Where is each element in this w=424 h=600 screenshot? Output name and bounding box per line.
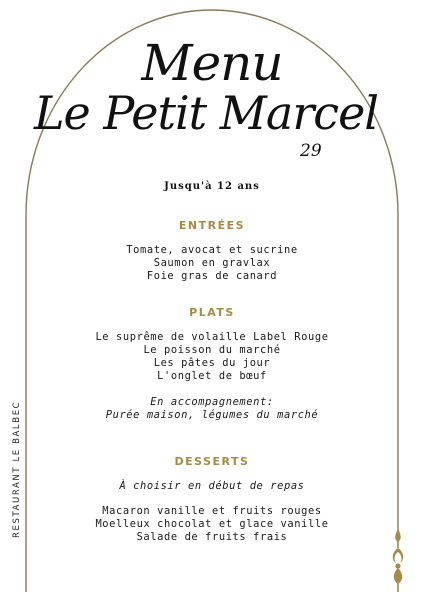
accompaniment-text: Purée maison, légumes du marché [105, 409, 319, 421]
accompaniment-label: En accompagnement: [150, 396, 274, 408]
menu-title: Menu [141, 34, 283, 92]
list-item: Le poisson du marché [143, 344, 281, 356]
list-item: Tomate, avocat et sucrine [126, 244, 298, 256]
menu-number: 29 [300, 141, 322, 161]
list-item: Moelleux chocolat et glace vanille [95, 518, 329, 530]
menu-subtitle-name: Le Petit Marcel [33, 86, 378, 140]
section-title-desserts: DESSERTS [174, 455, 250, 468]
list-item: Macaron vanille et fruits rouges [102, 505, 322, 517]
list-item: Saumon en gravlax [153, 257, 271, 269]
list-item: Salade de fruits frais [136, 531, 288, 543]
list-item: Le suprême de volaille Label Rouge [95, 331, 329, 343]
section-title-plats: PLATS [189, 306, 235, 319]
list-item: Les pâtes du jour [153, 357, 271, 369]
desserts-note: À choisir en début de repas [119, 480, 305, 492]
restaurant-name-vertical: RESTAURANT LE BALBEC [12, 400, 22, 538]
section-title-entrees: ENTRÉES [178, 219, 246, 232]
list-item: Foie gras de canard [146, 270, 278, 282]
list-item: L'onglet de bœuf [157, 370, 267, 382]
age-note: Jusqu'à 12 ans [164, 181, 260, 192]
